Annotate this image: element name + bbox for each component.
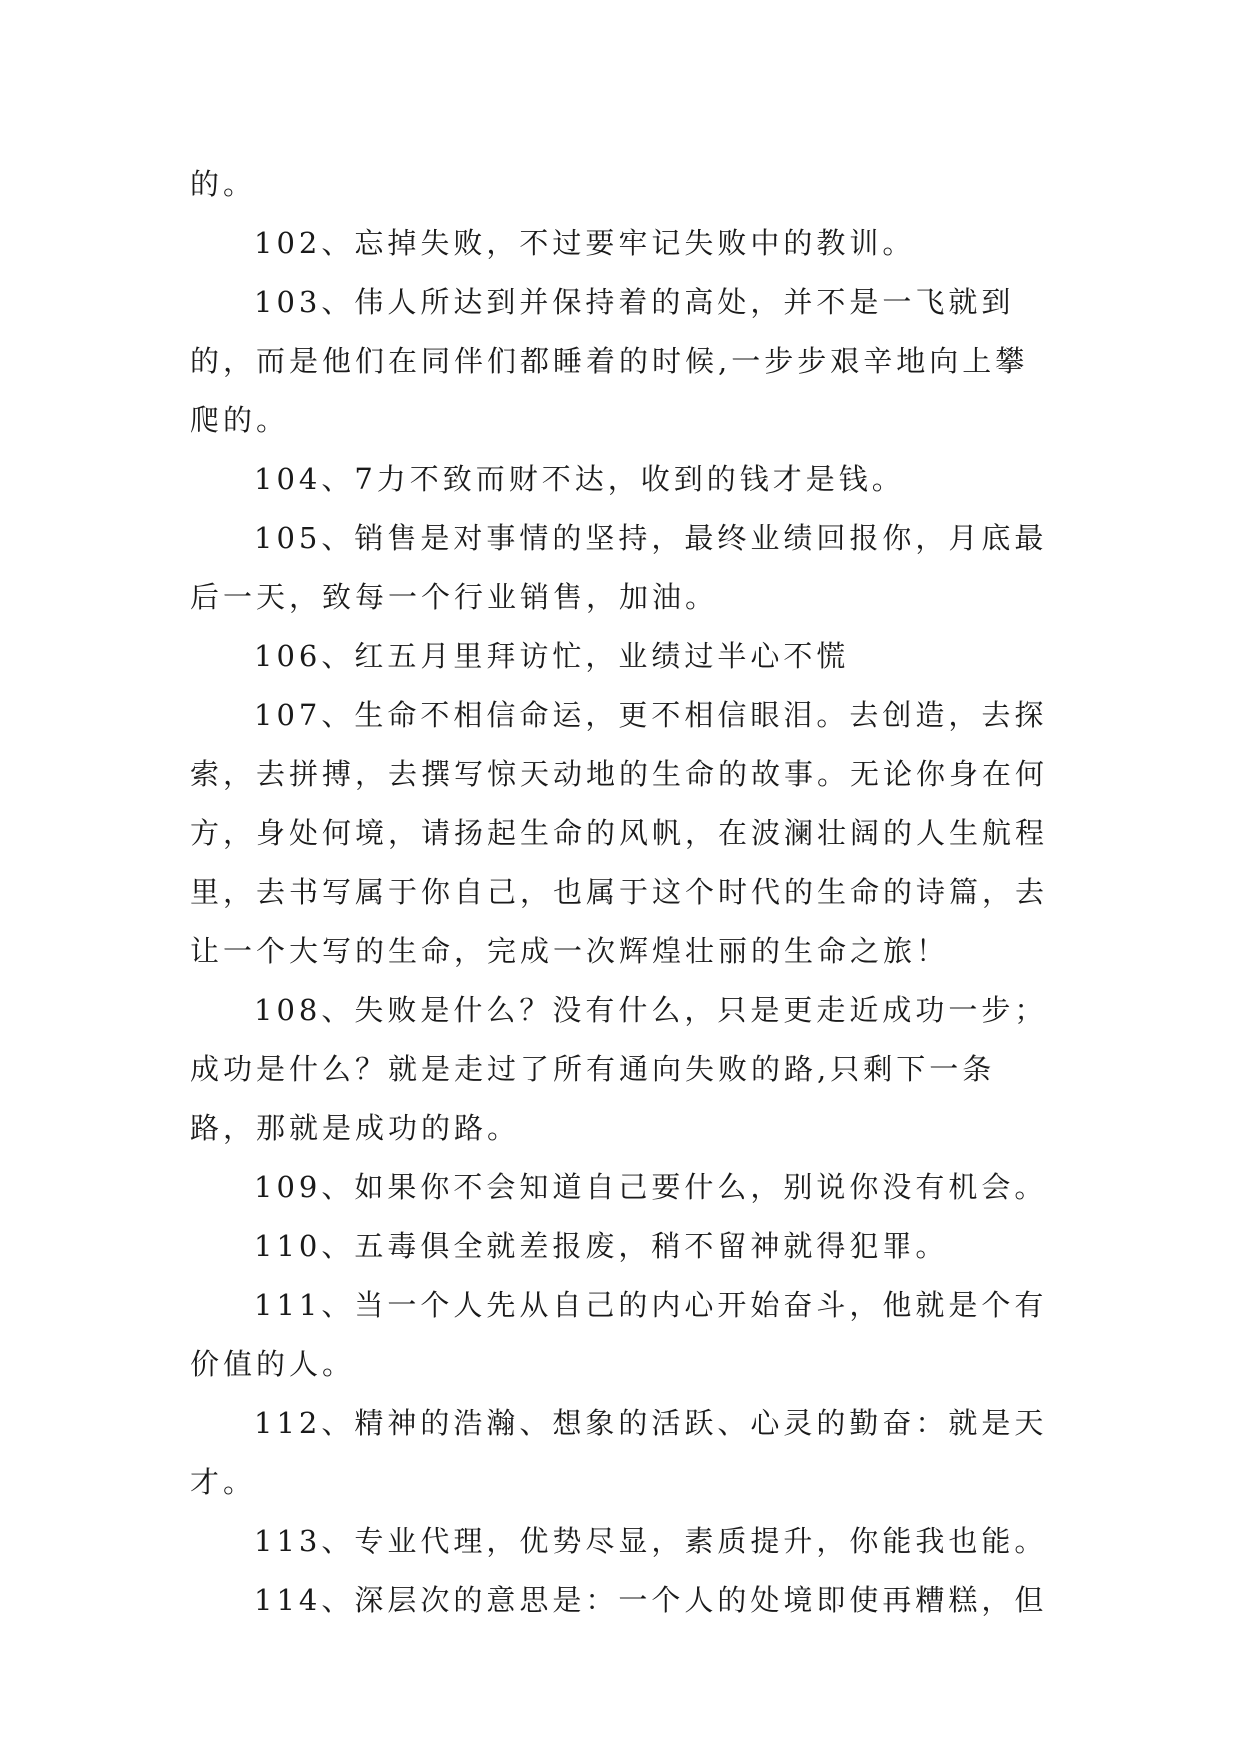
paragraph-110: 110、五毒俱全就差报废，稍不留神就得犯罪。	[254, 1229, 949, 1263]
paragraph-112: 112、精神的浩瀚、想象的活跃、心灵的勤奋：就是天才。	[190, 1406, 1048, 1499]
paragraph-111: 111、当一个人先从自己的内心开始奋斗，他就是个有价值的人。	[190, 1288, 1048, 1381]
paragraph-104: 104、7力不致而财不达，收到的钱才是钱。	[254, 462, 905, 496]
document-body	[190, 155, 1060, 1630]
paragraph-108: 108、失败是什么？没有什么，只是更走近成功一步；成功是什么？就是走过了所有通向失败的路,只剩下一条路，那就是成功的路。	[190, 993, 1048, 1145]
paragraph-113: 113、专业代理，优势尽显，素质提升，你能我也能。	[254, 1524, 1048, 1558]
paragraph-continuation: 的。	[190, 167, 257, 201]
paragraph-103: 103、伟人所达到并保持着的高处，并不是一飞就到的，而是他们在同伴们都睡着的时候,一步步艰辛地向上攀爬的。	[190, 285, 1029, 437]
paragraph-109: 109、如果你不会知道自己要什么，别说你没有机会。	[254, 1170, 1048, 1204]
paragraph-105: 105、销售是对事情的坚持，最终业绩回报你，月底最后一天，致每一个行业销售，加油。	[190, 521, 1048, 614]
paragraph-107: 107、生命不相信命运，更不相信眼泪。去创造，去探索，去拼搏，去撰写惊天动地的生命的故事。无论你身在何方，身处何境，请扬起生命的风帆，在波澜壮阔的人生航程里，去书写属于你自己，也属于这个时代的生命的诗篇，去让一个大写的生命，完成一次辉煌壮丽的生命之旅！	[190, 698, 1049, 968]
paragraph-114: 114、深层次的意思是：一个人的处境即使再糟糕，但	[254, 1583, 1048, 1617]
paragraph-106: 106、红五月里拜访忙，业绩过半心不慌	[254, 639, 850, 673]
paragraph-102: 102、忘掉失败，不过要牢记失败中的教训。	[254, 226, 916, 260]
